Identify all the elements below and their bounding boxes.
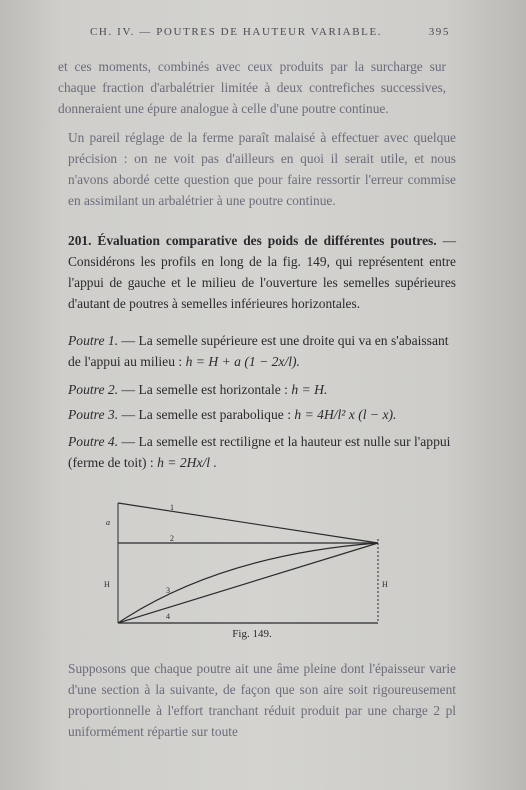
paragraph-1: et ces moments, combinés avec ceux produits par la surcharge sur chaque fraction d'arbalétrier limitée à deux contrefiches successives, donneraient une épure analogue à celle d'une poutre continue.	[58, 59, 446, 116]
line-4	[118, 543, 378, 623]
poutre-4	[58, 431, 456, 473]
label-3: 3	[166, 586, 170, 595]
poutre-2-text: — La semelle est horizontale :	[118, 382, 292, 397]
figure-caption: Fig. 149.	[232, 628, 272, 640]
poutre-2	[58, 379, 456, 400]
label-4: 4	[166, 612, 170, 621]
section-201	[58, 230, 456, 314]
label-1: 1	[170, 503, 174, 512]
poutre-1-label: Poutre 1.	[68, 333, 119, 348]
label-a: a	[106, 518, 110, 527]
poutre-4-text: — La semelle est rectiligne et la hauteur est nulle sur l'appui (ferme de toit) :	[68, 434, 451, 470]
label-H-right: H	[382, 580, 388, 589]
poutre-3	[58, 404, 456, 425]
line-1	[118, 503, 378, 543]
poutre-2-label: Poutre 2.	[68, 382, 119, 397]
poutre-3-formula: h = 4H/l² x (l − x).	[294, 407, 397, 422]
poutre-3-text: — La semelle est parabolique :	[118, 407, 295, 422]
paragraph-4: Supposons que chaque poutre ait une âme pleine dont l'épaisseur varie d'une section à la suivante, de façon que son aire soit rigoureusement proportionnelle à l'effort tranchant réduit produit par une charge 2 pl uniformément répartie sur toute	[68, 661, 456, 739]
poutre-3-label: Poutre 3.	[68, 407, 119, 422]
poutre-4-label: Poutre 4.	[68, 434, 119, 449]
label-H-left: H	[104, 580, 110, 589]
running-header	[90, 26, 450, 42]
chapter-title: CH. IV. — POUTRES DE HAUTEUR VARIABLE.	[90, 26, 383, 38]
poutre-1-text: — La semelle supérieure est une droite qui va en s'abaissant de l'appui au milieu :	[68, 333, 449, 369]
paragraph-2: Un pareil réglage de la ferme paraît malaisé à effectuer avec quelque précision : on ne voit pas d'ailleurs en quoi il serait utile, et nous n'avons abordé cette question que pour faire ressortir l'erreur commise en assimilant un arbalétrier à une poutre continue.	[68, 130, 456, 208]
section-heading: 201. Évaluation comparative des poids de différentes poutres.	[68, 233, 437, 248]
figure-149-diagram	[100, 495, 400, 635]
page-number: 395	[428, 26, 450, 38]
poutre-2-formula: h = H.	[291, 382, 328, 397]
poutre-4-formula: h = 2Hx/l .	[157, 455, 217, 470]
section-body: — Considérons les profils en long de la fig. 149, qui représentent entre l'appui de gauche et le milieu de l'ouverture les semelles supérieures d'autant de poutres à semelles inférieures horizontales.	[68, 233, 456, 311]
poutre-1-formula: h = H + a (1 − 2x/l).	[185, 354, 300, 369]
label-2: 2	[170, 534, 174, 543]
poutre-1	[58, 330, 456, 372]
